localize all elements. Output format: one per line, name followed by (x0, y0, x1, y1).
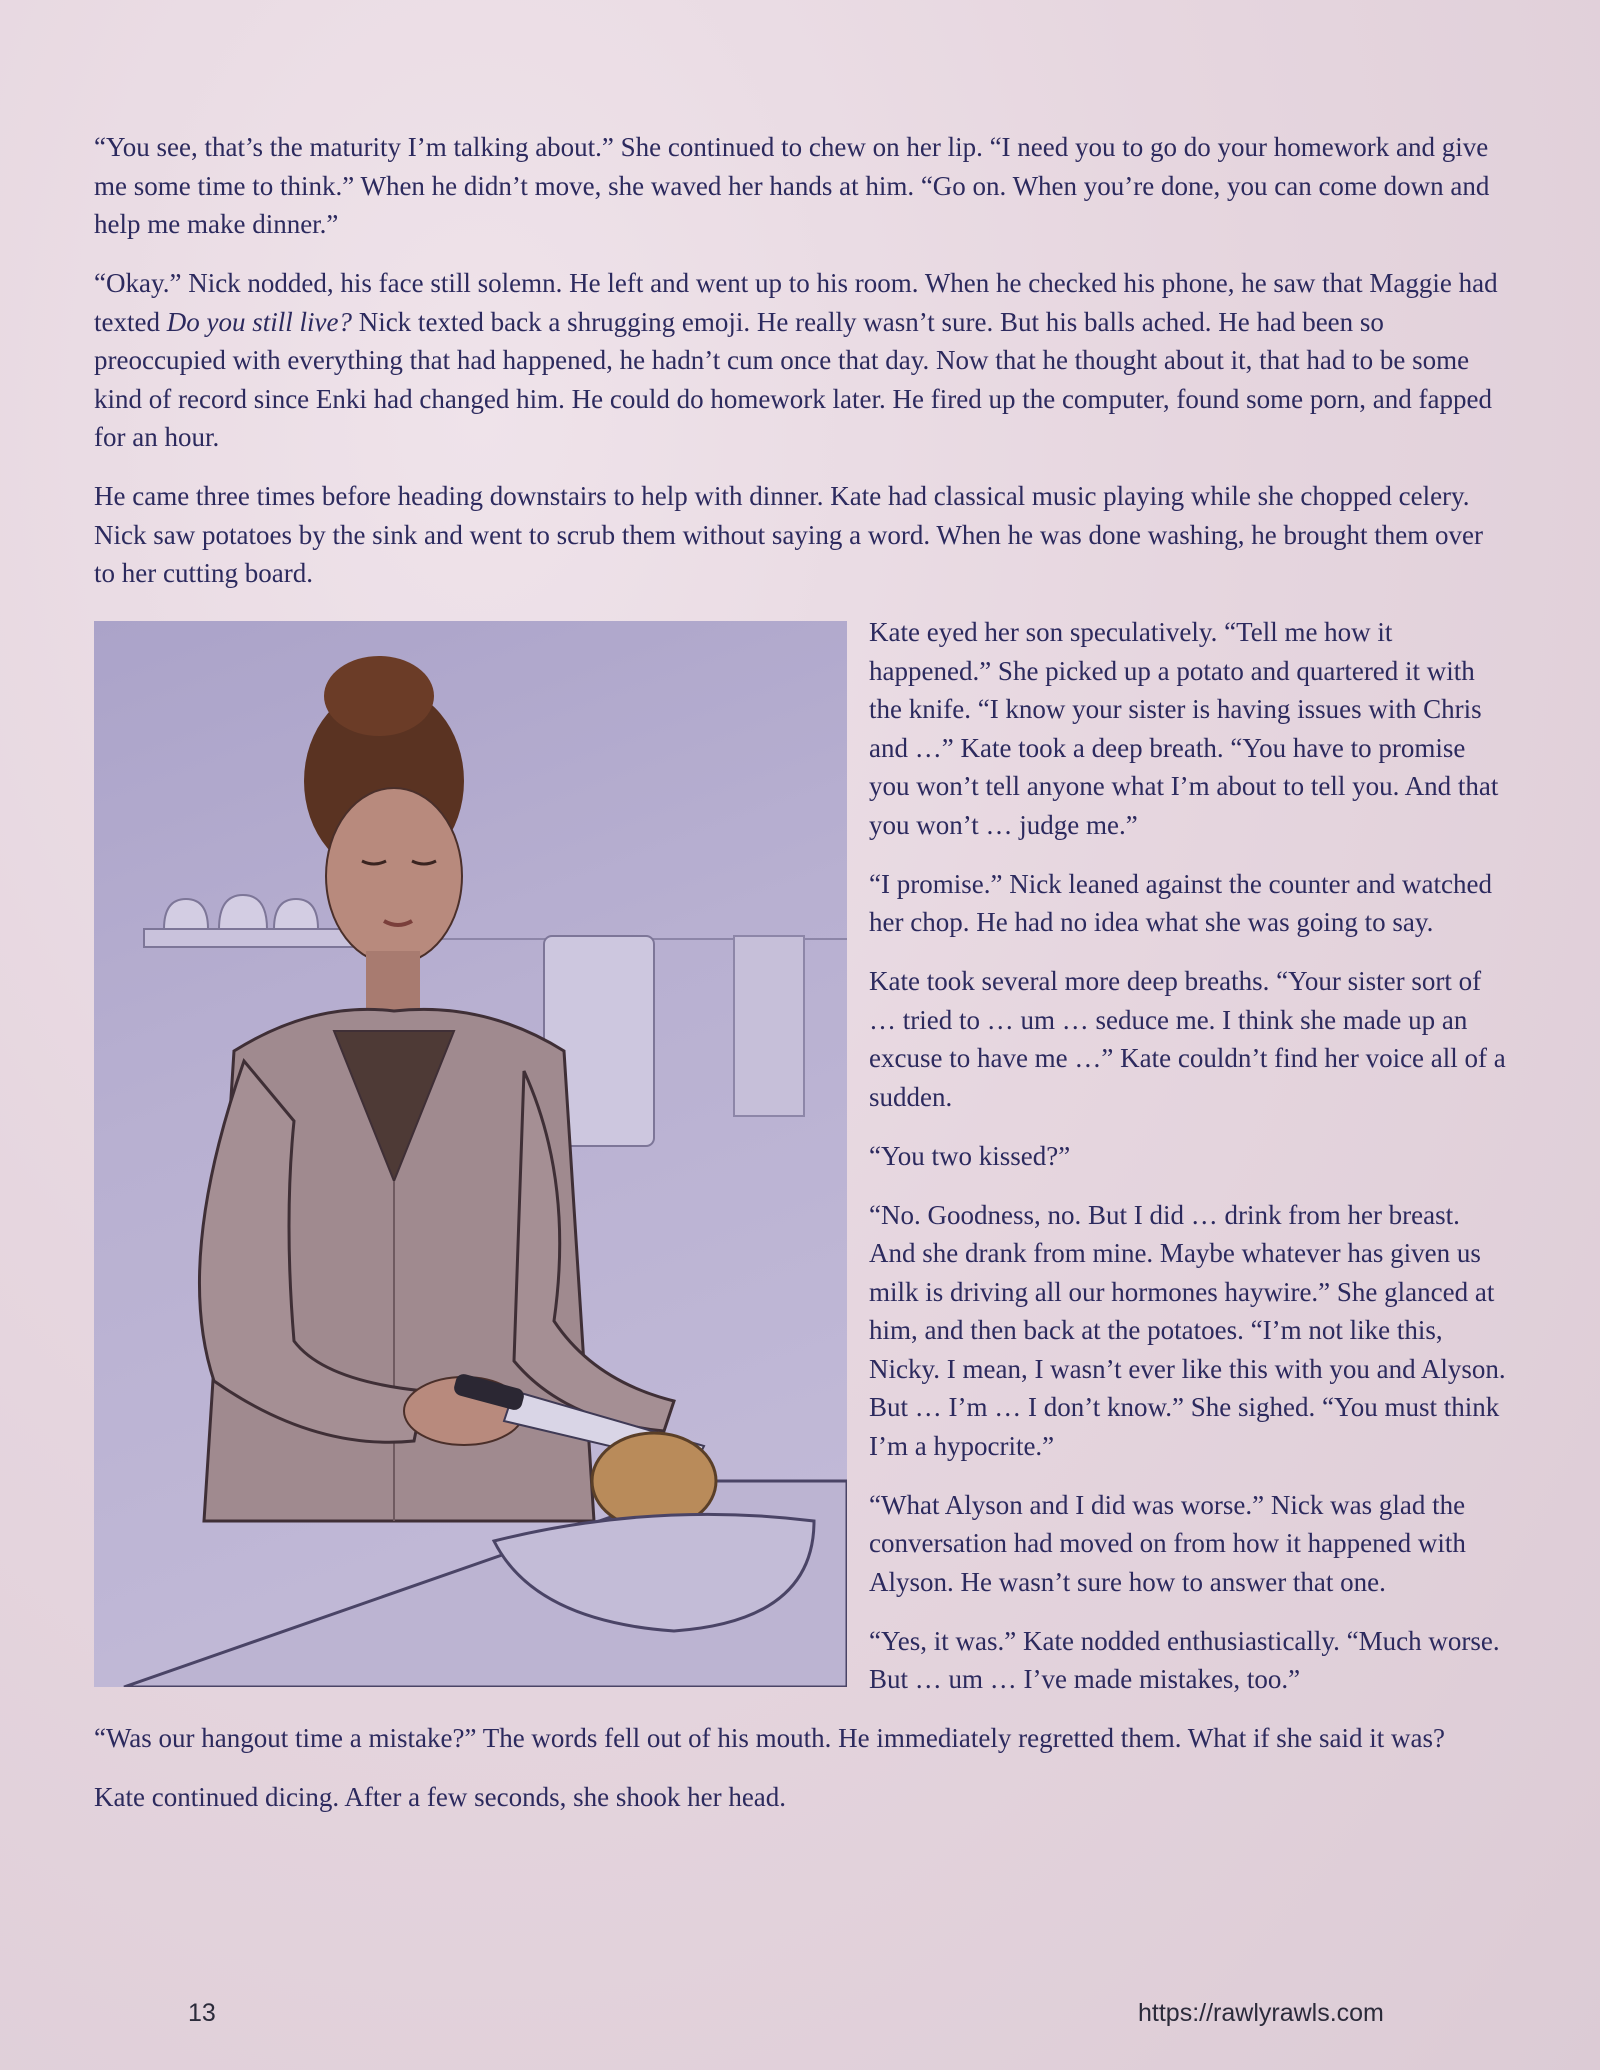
paragraph: He came three times before heading downstairs to help with dinner. Kate had classical music playing while she chopped celery. Nick saw potatoes by the sink and went to scrub them without saying a word. When he was done washing, he brought them over to her cutting board. (94, 481, 1483, 588)
paragraph: “Yes, it was.” Kate nodded enthusiastically. “Much worse. But … um … I’ve made mistakes, too.” (869, 1625, 1500, 1694)
paragraph: “No. Goodness, no. But I did … drink from her breast. And she drank from mine. Maybe whatever has given us milk is driving all our hormones haywire.” She glanced at him, and then back at the potatoes. “I’m not like this, Nicky. I mean, I wasn’t ever like this with you and Alyson. But … I’m … I don’t know.” She sighed. “You must think I’m a hypocrite.” (869, 1199, 1506, 1461)
paragraph (94, 264, 1506, 457)
paragraph: “You two kissed?” (869, 1140, 1071, 1171)
paragraph-text: Nick texted back a shrugging emoji. He really wasn’t sure. But his balls ached. He had been so preoccupied with everything that had happened, he hadn’t cum once that day. Now that he thought about it, that had to be some kind of record since Enki had changed him. He could do homework later. He fired up the computer, found some porn, and fapped for an hour. (94, 306, 1493, 452)
story-text (94, 128, 1506, 1837)
page-number: 13 (188, 1999, 216, 2027)
paragraph: Kate eyed her son speculatively. “Tell me how it happened.” She picked up a potato and quartered it with the knife. “I know your sister is having issues with Chris and …” Kate took a deep breath. “You have to promise you won’t tell anyone what I’m about to tell you. And that you won’t … judge me.” (869, 617, 1499, 840)
illustration-drawing (94, 621, 847, 1687)
paragraph-text: “Okay.” Nick nodded, his face still solemn. He left and went up to his room. When he checked his phone, he saw that Maggie had texted (94, 268, 1498, 337)
paragraph: “Was our hangout time a mistake?” The words fell out of his mouth. He immediately regretted them. What if she said it was? (94, 1723, 1445, 1753)
paragraph: Kate continued dicing. After a few seconds, she shook her head. (94, 1782, 787, 1812)
paragraph: Kate took several more deep breaths. “Your sister sort of … tried to … um … seduce me. I think she made up an excuse to have me …” Kate couldn’t find her voice all of a sudden. (869, 966, 1506, 1112)
paragraph: “What Alyson and I did was worse.” Nick was glad the conversation had moved on from how it happened with Alyson. He wasn’t sure how to answer that one. (869, 1489, 1466, 1597)
illustration-woman-cutting-potato (94, 621, 847, 1687)
paragraph: “I promise.” Nick leaned against the counter and watched her chop. He had no idea what she was going to say. (869, 868, 1492, 937)
text-message: Do you still live? (166, 306, 352, 337)
website-link[interactable]: https://rawlyrawls.com (1138, 1999, 1384, 2027)
paragraph: “You see, that’s the maturity I’m talking about.” She continued to chew on her lip. “I need you to go do your homework and give me some time to think.” When he didn’t move, she waved her hands at him. “Go on. When you’re done, you can come down and help me make dinner.” (94, 132, 1490, 239)
